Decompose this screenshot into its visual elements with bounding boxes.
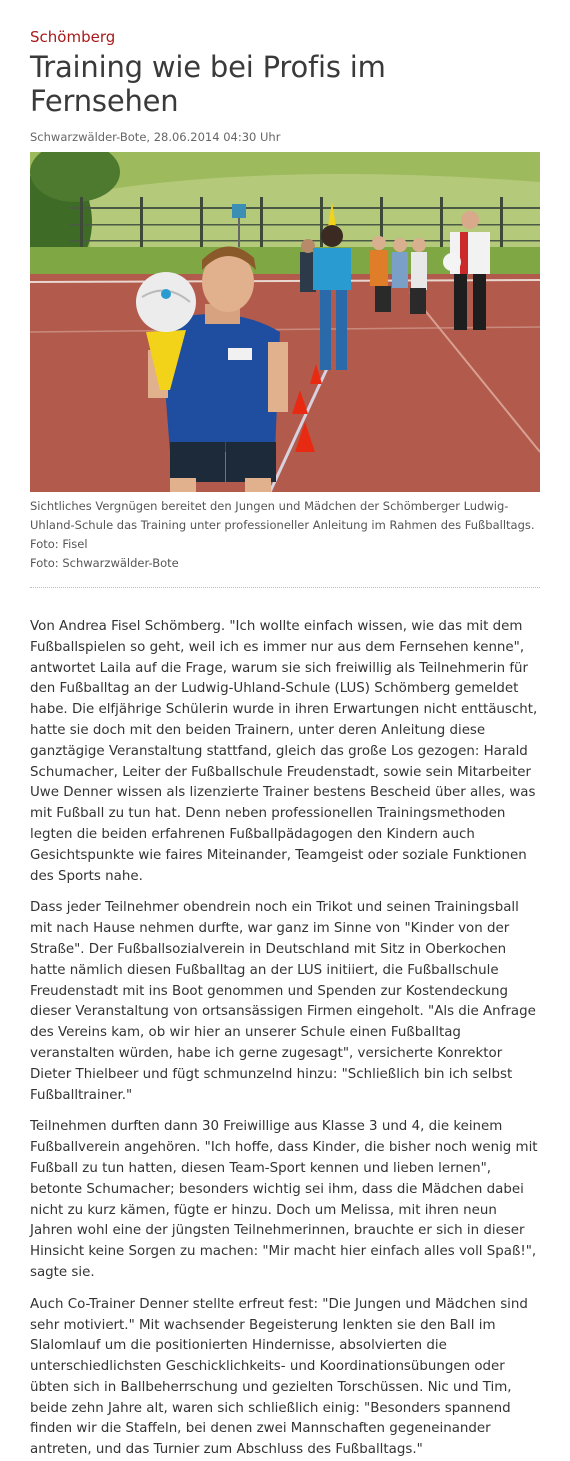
body-paragraph: Dass jeder Teilnehmer obendrein noch ein Trikot und seinen Trainingsball mit nach Hause nehmen durfte, war ganz im Sinne von "Kinder von der Straße". Der Fußballsozialverein in Deutschland mit Sitz in Oberkochen hatte nämlich diesen Fußballtag an der LUS initiiert, die Fußballschule Freudenstadt mit ins Boot genommen und Spenden zur Kostendeckung dieser Veranstaltung von ortsansässigen Firmen eingeholt. "Als die Anfrage des Vereins kam, ob wir hier an unserer Schule einen Fußballtag veranstalten würden, habe ich gerne zugesagt", versicherte Konrektor Dieter Thielbeer und fügt schmunzelnd hinzu: "Schließlich bin ich selbst Fußballtrainer.": [30, 900, 536, 1103]
article-photo[interactable]: [30, 152, 540, 492]
section-divider: [30, 587, 540, 588]
article-headline: Training wie bei Profis im Fernsehen: [30, 50, 386, 118]
body-paragraph: Teilnehmen durften dann 30 Freiwillige aus Klasse 3 und 4, die keinem Fußballverein angehören. "Ich hoffe, dass Kinder, die bisher noch wenig mit Fußball zu tun hatten, diesen Team-Sport kennen und lieben lernen", betonte Schumacher; besonders wichtig sei ihm, dass die Mädchen dabei nicht zu kurz kämen, fügte er hinzu. Doch um Melissa, mit ihren neun Jahren wohl eine der jüngsten Teilnehmerinnen, brauchte er sich in dieser Hinsicht keine Sorgen zu machen: "Mir macht hier einfach alles voll Spaß!", sagte sie.: [30, 1119, 538, 1280]
article-body: [30, 617, 540, 1461]
article-byline: Schwarzwälder-Bote, 28.06.2014 04:30 Uhr: [30, 130, 281, 144]
body-paragraph: Von Andrea Fisel Schömberg. "Ich wollte einfach wissen, wie das mit dem Fußballspielen so geht, weil ich es immer nur aus dem Fernsehen kenne", antwortet Laila auf die Frage, warum sie sich freiwillig als Teilnehmerin für den Fußballtag an der Ludwig-Uhland-Schule (LUS) Schömberg gemeldet habe. Die elfjährige Schülerin wurde in ihren Erwartungen nicht enttäuscht, hatte sie doch mit den beiden Trainern, unter deren Anleitung diese ganztägige Veranstaltung stattfand, gleich das große Los gezogen: Harald Schumacher, Leiter der Fußballschule Freudenstadt, sowie sein Mitarbeiter Uwe Denner wissen als lizenzierte Trainer bestens Bescheid über alles, was mit Fußball zu tun hat. Denn neben professionellen Trainingsmethoden legten die beiden erfahrenen Fußballpädagogen den Kindern auch Gesichtspunkte wie faires Miteinander, Teamgeist oder soziale Funktionen des Sports nahe.: [30, 619, 538, 884]
photo-credit: Foto: Schwarzwälder-Bote: [30, 556, 179, 570]
photo-caption: Sichtliches Vergnügen bereitet den Jungen und Mädchen der Schömberger Ludwig-Uhland-Schule das Training unter professioneller Anleitung im Rahmen des Fußballtags. Foto: Fisel: [30, 499, 535, 551]
article: [30, 28, 540, 1461]
photo-illustration: [30, 152, 540, 492]
body-paragraph: Auch Co-Trainer Denner stellte erfreut fest: "Die Jungen und Mädchen sind sehr motiviert." Mit wachsender Begeisterung lenkten sie den Ball im Slalomlauf um die positionierten Hindernisse, absolvierten die unterschiedlichsten Geschicklichkeits- und Koordinationsübungen oder übten sich in Ballbeherrschung und gezielten Torschüssen. Nic und Tim, beide zehn Jahre alt, waren sich schließlich einig: "Besonders spannend finden wir die Staffeln, bei denen zwei Mannschaften gegeneinander antreten, und das Turnier zum Abschluss des Fußballtags.": [30, 1296, 528, 1458]
article-kicker[interactable]: Schömberg: [30, 28, 116, 46]
